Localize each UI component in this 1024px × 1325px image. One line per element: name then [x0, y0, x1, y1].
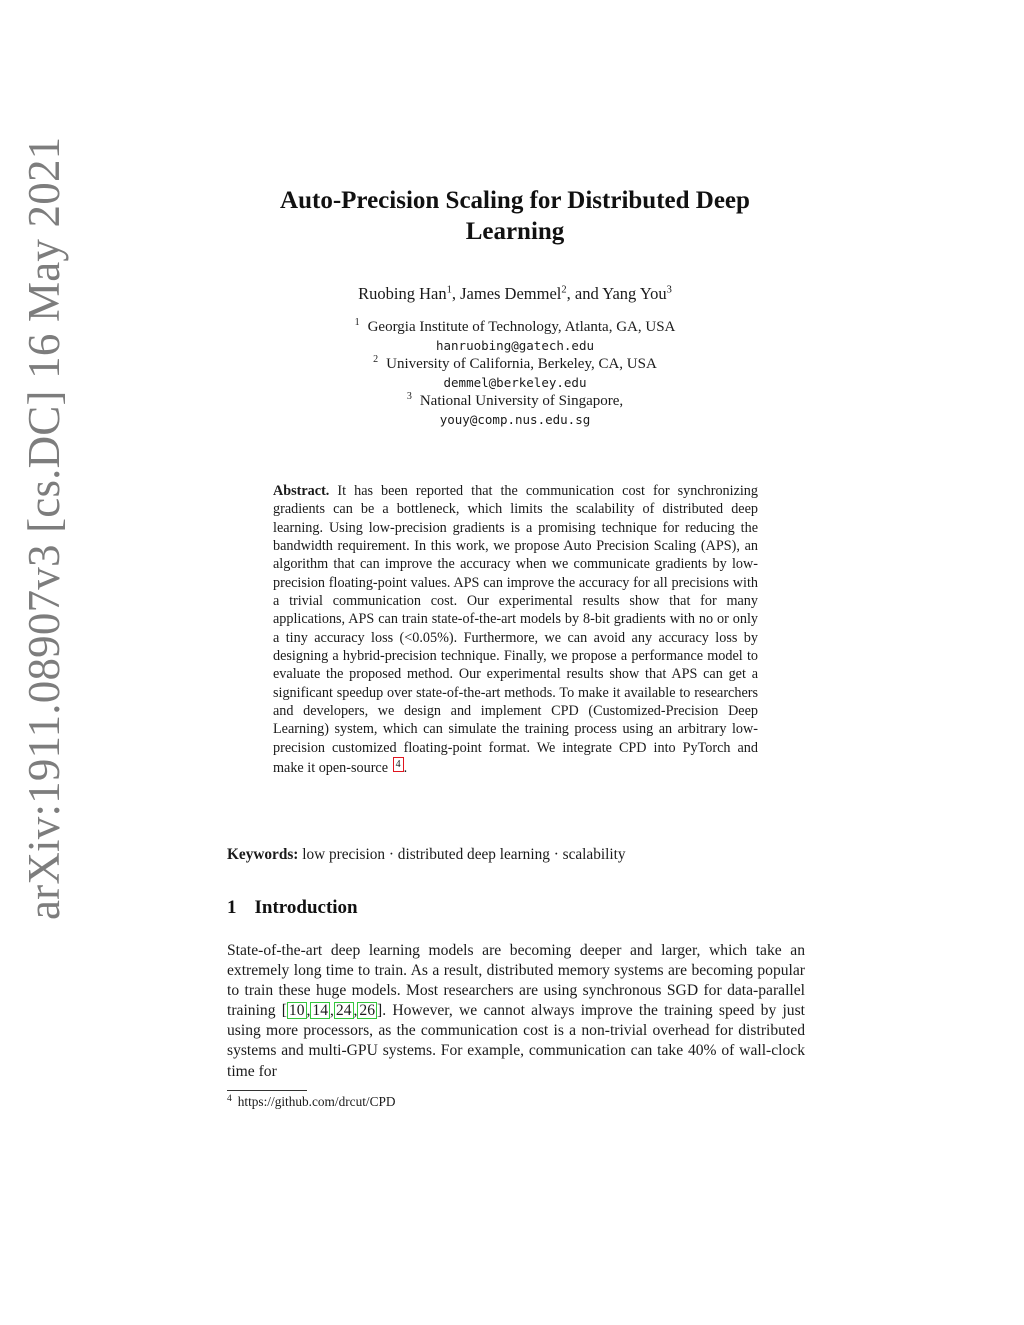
- abstract-paragraph: [273, 482, 758, 778]
- footnote-link[interactable]: 4: [393, 757, 404, 772]
- citation-link[interactable]: 10: [288, 1002, 305, 1020]
- affiliation-email[interactable]: demmel@berkeley.edu: [443, 374, 587, 390]
- paper-title-line-2: Learning: [465, 218, 565, 245]
- author-affiliation-mark: 1: [446, 284, 452, 296]
- author-affiliation-mark: 3: [666, 284, 672, 296]
- abstract-end: .: [403, 760, 408, 777]
- citation-link[interactable]: 26: [359, 1002, 376, 1020]
- affiliation-mark: 3: [406, 391, 412, 402]
- affiliation-mark: 1: [354, 317, 360, 328]
- footnote: [227, 1094, 395, 1110]
- footnote-mark: 4: [227, 1093, 232, 1104]
- citation-link[interactable]: 14: [312, 1002, 329, 1020]
- footnote-url[interactable]: https://github.com/drcut/CPD: [237, 1094, 396, 1109]
- section-number: 1: [227, 897, 237, 918]
- affiliation-name: Georgia Institute of Technology, Atlanta, GA, USA: [367, 319, 676, 335]
- keywords-label: Keywords:: [227, 846, 299, 863]
- affiliation-item: [0, 355, 1024, 374]
- paper-title: [0, 185, 1024, 247]
- keywords-text: low precision · distributed deep learning · scalability: [302, 846, 626, 863]
- abstract-label: Abstract.: [273, 483, 330, 499]
- paper-title-line-1: Auto-Precision Scaling for Distributed Deep: [280, 187, 750, 214]
- intro-paragraph: State-of-the-art deep learning models are becoming deeper and larger, which take an extremely long time to train. As a result, distributed memory systems are becoming popular to train these huge models. Most researchers are using synchronous SGD for data-parallel training [ 10 , 14 , 24 , 26 ]. However, we cannot always improve the training speed by just using more processors, as the communication cost is a non-trivial overhead for distributed systems and multi-GPU systems. For example, communication can take 40% of wall-clock time for: [227, 942, 805, 1080]
- author-name: Yang You: [602, 284, 667, 303]
- author-separator: , and: [566, 284, 603, 303]
- author-list: [0, 284, 1024, 304]
- affiliation-item: [0, 318, 1024, 337]
- keywords-line: [227, 846, 807, 864]
- section-heading: [227, 897, 358, 919]
- author-affiliation-mark: 2: [561, 284, 567, 296]
- affiliation-email[interactable]: hanruobing@gatech.edu: [435, 337, 595, 353]
- affiliation-name: University of California, Berkeley, CA, USA: [386, 356, 657, 372]
- intro-text-after: ]. However, we cannot always improve the training speed by just using more processors, as the communication cost is a non-trivial overhead for distributed systems and multi-GPU systems. For example, communication can take 40% of wall-clock time for: [227, 1002, 805, 1080]
- affiliation-list: [0, 318, 1024, 429]
- affiliation-name: National University of Singapore,: [419, 393, 624, 409]
- abstract-text: It has been reported that the communication cost for synchronizing gradients can be a bottleneck, which limits the scalability of distributed deep learning. Using low-precision gradients is a promising technique for reducing the bandwidth requirement. In this work, we propose Auto Precision Scaling (APS), an algorithm that can improve the accuracy when we communicate gradients by low-precision floating-point values. APS can improve the accuracy for all precisions with a trivial communication cost. Our experimental results show that for many applications, APS can train state-of-the-art models by 8-bit gradients with no or only a tiny accuracy loss (<0.05%). Furthermore, we can avoid any accuracy loss by designing a hybrid-precision technique. Finally, we propose a performance model to evaluate the proposed method. Our experimental results show that APS can get a significant speedup over state-of-the-art methods. To make it available to researchers and developers, we design and implement CPD (Customized-Precision Deep Learning) system, which can simulate the training process using an arbitrary low-precision customized floating-point format. We integrate CPD into PyTorch and make it open-source: [273, 483, 758, 777]
- footnote-divider: [227, 1090, 307, 1091]
- intro-text-before: State-of-the-art deep learning models are becoming deeper and larger, which take an extremely long time to train. As a result, distributed memory systems are becoming popular to train these huge models. Most researchers are using synchronous SGD for data-parallel training [: [227, 942, 805, 1020]
- author-name: Ruobing Han: [358, 284, 447, 303]
- author-separator: ,: [451, 284, 461, 303]
- arxiv-identifier-stamp: arXiv:1911.08907v3 [cs.DC] 16 May 2021: [19, 136, 69, 920]
- section-title: Introduction: [254, 897, 358, 918]
- citation-link[interactable]: 24: [335, 1002, 352, 1020]
- affiliation-mark: 2: [373, 354, 379, 365]
- affiliation-item: [0, 392, 1024, 411]
- author-name: James Demmel: [460, 284, 562, 303]
- affiliation-email[interactable]: youy@comp.nus.edu.sg: [439, 411, 591, 427]
